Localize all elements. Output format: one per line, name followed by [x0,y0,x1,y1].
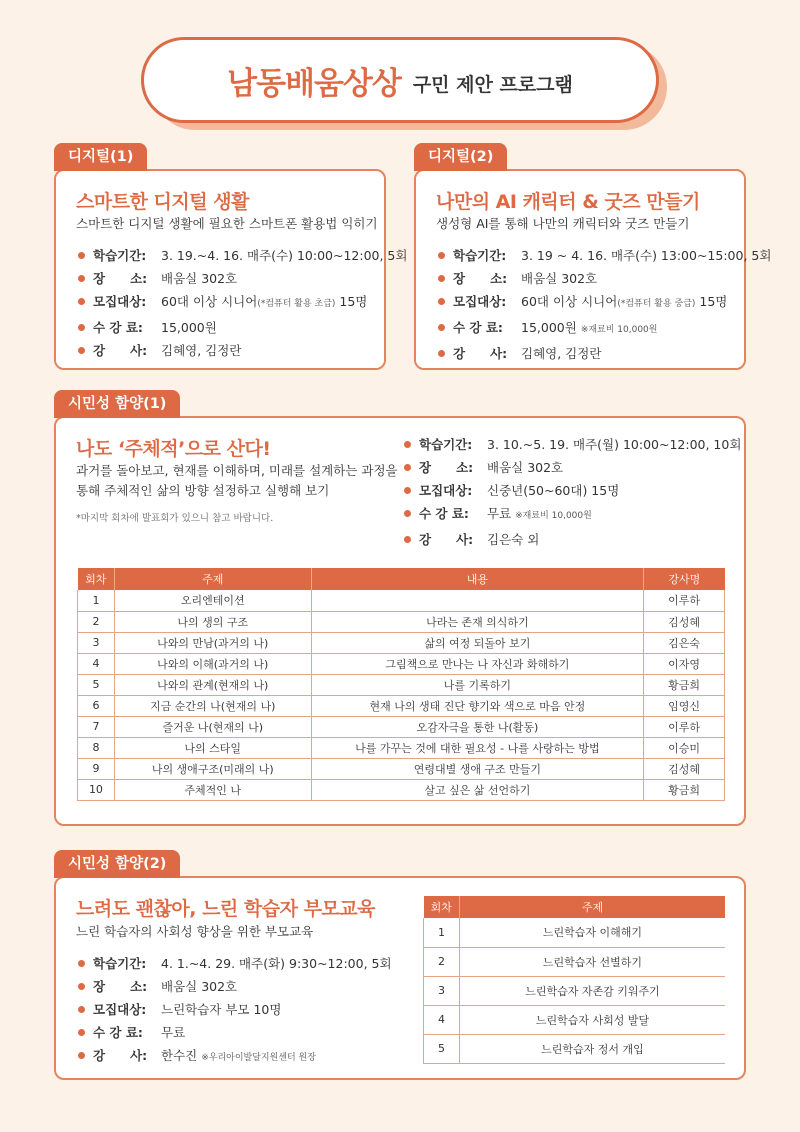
table-row [78,695,725,716]
table-cell: 나와의 관계(현재의 나) [114,674,311,695]
table-row [424,918,726,947]
table-cell: 2 [78,611,115,632]
table-cell: 느린학습자 정서 개입 [459,1034,725,1063]
tab-citizen-1: 시민성 함양(1) [54,390,180,418]
citizen-1-desc-1: 과거를 돌아보고, 현재를 이해하며, 미래를 설계하는 과정을 [76,463,398,478]
table-cell: 이승미 [644,737,725,758]
card-citizen-2 [54,876,746,1080]
table-cell: 3 [424,976,460,1005]
info-place: 장 소: 배움실 302호 [404,456,741,479]
info-target: 모집대상: 느린학습자 부모 10명 [78,998,392,1021]
table-cell: 5 [78,674,115,695]
card-digital-1 [54,169,408,370]
table-row [78,632,725,653]
info-target: 모집대상: 60대 이상 시니어(*컴퓨터 활용 중급) 15명 [438,290,771,316]
table-cell: 나의 생의 구조 [114,611,311,632]
card-citizen-1 [54,416,746,826]
table-cell: 나를 가꾸는 것에 대한 필요성 - 나를 사랑하는 방법 [311,737,644,758]
table-cell: 느린학습자 자존감 키워주기 [459,976,725,1005]
table-cell: 5 [424,1034,460,1063]
table-cell: 나와의 만남(과거의 나) [114,632,311,653]
table-cell: 나를 기록하기 [311,674,644,695]
page-header [141,37,659,123]
table-row [424,1005,726,1034]
table-cell: 9 [78,758,115,779]
info-period: 학습기간: 4. 1.~4. 29. 매주(화) 9:30~12:00, 5회 [78,952,392,975]
table-cell: 황금희 [644,779,725,800]
info-place: 장 소: 배움실 302호 [438,267,771,290]
col-header-topic: 주제 [459,896,725,918]
info-period: 학습기간: 3. 19 ~ 4. 16. 매주(수) 13:00~15:00, 5회 [438,244,771,267]
table-cell: 이자영 [644,653,725,674]
table-cell: 김은숙 [644,632,725,653]
info-place: 장 소: 배움실 302호 [78,975,392,998]
table-cell: 오리엔테이션 [114,590,311,611]
info-period: 학습기간: 3. 19.~4. 16. 매주(수) 10:00~12:00, 5회 [78,244,407,267]
tab-digital-2: 디지털(2) [414,143,507,171]
table-cell: 2 [424,947,460,976]
info-period: 학습기간: 3. 10.~5. 19. 매주(월) 10:00~12:00, 10회 [404,433,741,456]
col-header-session: 회차 [78,568,115,590]
table-cell: 오감자극을 통한 나(활동) [311,716,644,737]
table-cell: 임영신 [644,695,725,716]
table-cell: 현재 나의 생태 진단 향기와 색으로 마음 안정 [311,695,644,716]
citizen-1-info [404,433,741,551]
table-cell: 살고 싶은 삶 선언하기 [311,779,644,800]
table-row [78,590,725,611]
digital-2-desc: 생성형 AI를 통해 나만의 캐릭터와 굿즈 만들기 [436,216,690,231]
citizen-2-info [78,952,392,1070]
table-row [78,716,725,737]
table-row [78,737,725,758]
table-cell: 지금 순간의 나(현재의 나) [114,695,311,716]
page-subtitle: 구민 제안 프로그램 [412,73,573,96]
citizen-2-desc: 느린 학습자의 사회성 향상을 위한 부모교육 [76,924,314,939]
citizen-2-table-body [424,918,726,1063]
tab-digital-1: 디지털(1) [54,143,147,171]
citizen-1-title: 나도 ‘주체적’으로 산다! [76,438,271,460]
table-cell: 4 [424,1005,460,1034]
table-cell: 김성혜 [644,611,725,632]
info-teacher: 강 사: 김혜영, 김정란 [78,339,407,362]
col-header-teacher: 강사명 [644,568,725,590]
table-cell: 6 [78,695,115,716]
table-cell: 1 [424,918,460,947]
table-cell: 나의 스타일 [114,737,311,758]
table-cell: 10 [78,779,115,800]
table-cell: 느린학습자 사회성 발달 [459,1005,725,1034]
table-row [78,653,725,674]
card-digital-2 [414,169,772,370]
col-header-content: 내용 [311,568,644,590]
info-target: 모집대상: 60대 이상 시니어(*컴퓨터 활용 초급) 15명 [78,290,407,316]
table-header-row [78,568,725,590]
citizen-2-title: 느려도 괜찮아, 느린 학습자 부모교육 [76,898,375,920]
table-row [424,976,726,1005]
table-row [78,611,725,632]
table-row [424,947,726,976]
table-row [78,779,725,800]
info-teacher: 강 사: 한수진 ※우리아이발달지원센터 원장 [78,1044,392,1070]
table-cell: 느린학습자 이해해기 [459,918,725,947]
table-cell: 7 [78,716,115,737]
table-cell: 김성혜 [644,758,725,779]
table-cell: 나라는 존재 의식하기 [311,611,644,632]
table-row [424,1034,726,1063]
table-header-row [424,896,726,918]
digital-1-desc: 스마트한 디지털 생활에 필요한 스마트폰 활용법 익히기 [76,216,378,231]
table-cell: 즐거운 나(현재의 나) [114,716,311,737]
table-cell: 3 [78,632,115,653]
table-cell: 그림책으로 만나는 나 자신과 화해하기 [311,653,644,674]
table-cell: 주체적인 나 [114,779,311,800]
col-header-topic: 주제 [114,568,311,590]
col-header-session: 회차 [424,896,460,918]
page-title: 남동배움상상 [227,65,401,102]
citizen-1-schedule-table [77,568,725,801]
table-row [78,758,725,779]
table-row [78,674,725,695]
table-cell: 나와의 이해(과거의 나) [114,653,311,674]
table-cell: 이루하 [644,590,725,611]
table-cell: 이루하 [644,716,725,737]
table-cell: 나의 생애구조(미래의 나) [114,758,311,779]
table-cell: 1 [78,590,115,611]
info-teacher: 강 사: 김혜영, 김정란 [438,342,771,365]
digital-1-title: 스마트한 디지털 생활 [76,191,249,213]
citizen-1-table-body [78,590,725,800]
digital-2-title: 나만의 AI 캐릭터 & 굿즈 만들기 [436,191,700,213]
table-cell: 삶의 여정 되돌아 보기 [311,632,644,653]
info-fee: 수 강 료: 무료 ※재료비 10,000원 [404,502,741,528]
table-cell: 4 [78,653,115,674]
info-place: 장 소: 배움실 302호 [78,267,407,290]
info-fee: 수 강 료: 15,000원 [78,316,407,339]
table-cell: 연령대별 생애 구조 만들기 [311,758,644,779]
citizen-2-schedule-table [423,896,725,1064]
info-target: 모집대상: 신중년(50~60대) 15명 [404,479,741,502]
table-cell: 8 [78,737,115,758]
info-fee: 수 강 료: 15,000원 ※재료비 10,000원 [438,316,771,342]
table-cell: 황금희 [644,674,725,695]
table-cell: 느린학습자 선별하기 [459,947,725,976]
citizen-1-note: *마지막 회차에 발표회가 있으니 참고 바랍니다. [76,513,274,524]
tab-citizen-2: 시민성 함양(2) [54,850,180,878]
info-teacher: 강 사: 김은숙 외 [404,528,741,551]
info-fee: 수 강 료: 무료 [78,1021,392,1044]
digital-2-info [438,244,771,365]
table-cell [311,590,644,611]
digital-1-info [78,244,407,362]
citizen-1-desc-2: 통해 주체적인 삶의 방향 설정하고 실행해 보기 [76,483,330,498]
